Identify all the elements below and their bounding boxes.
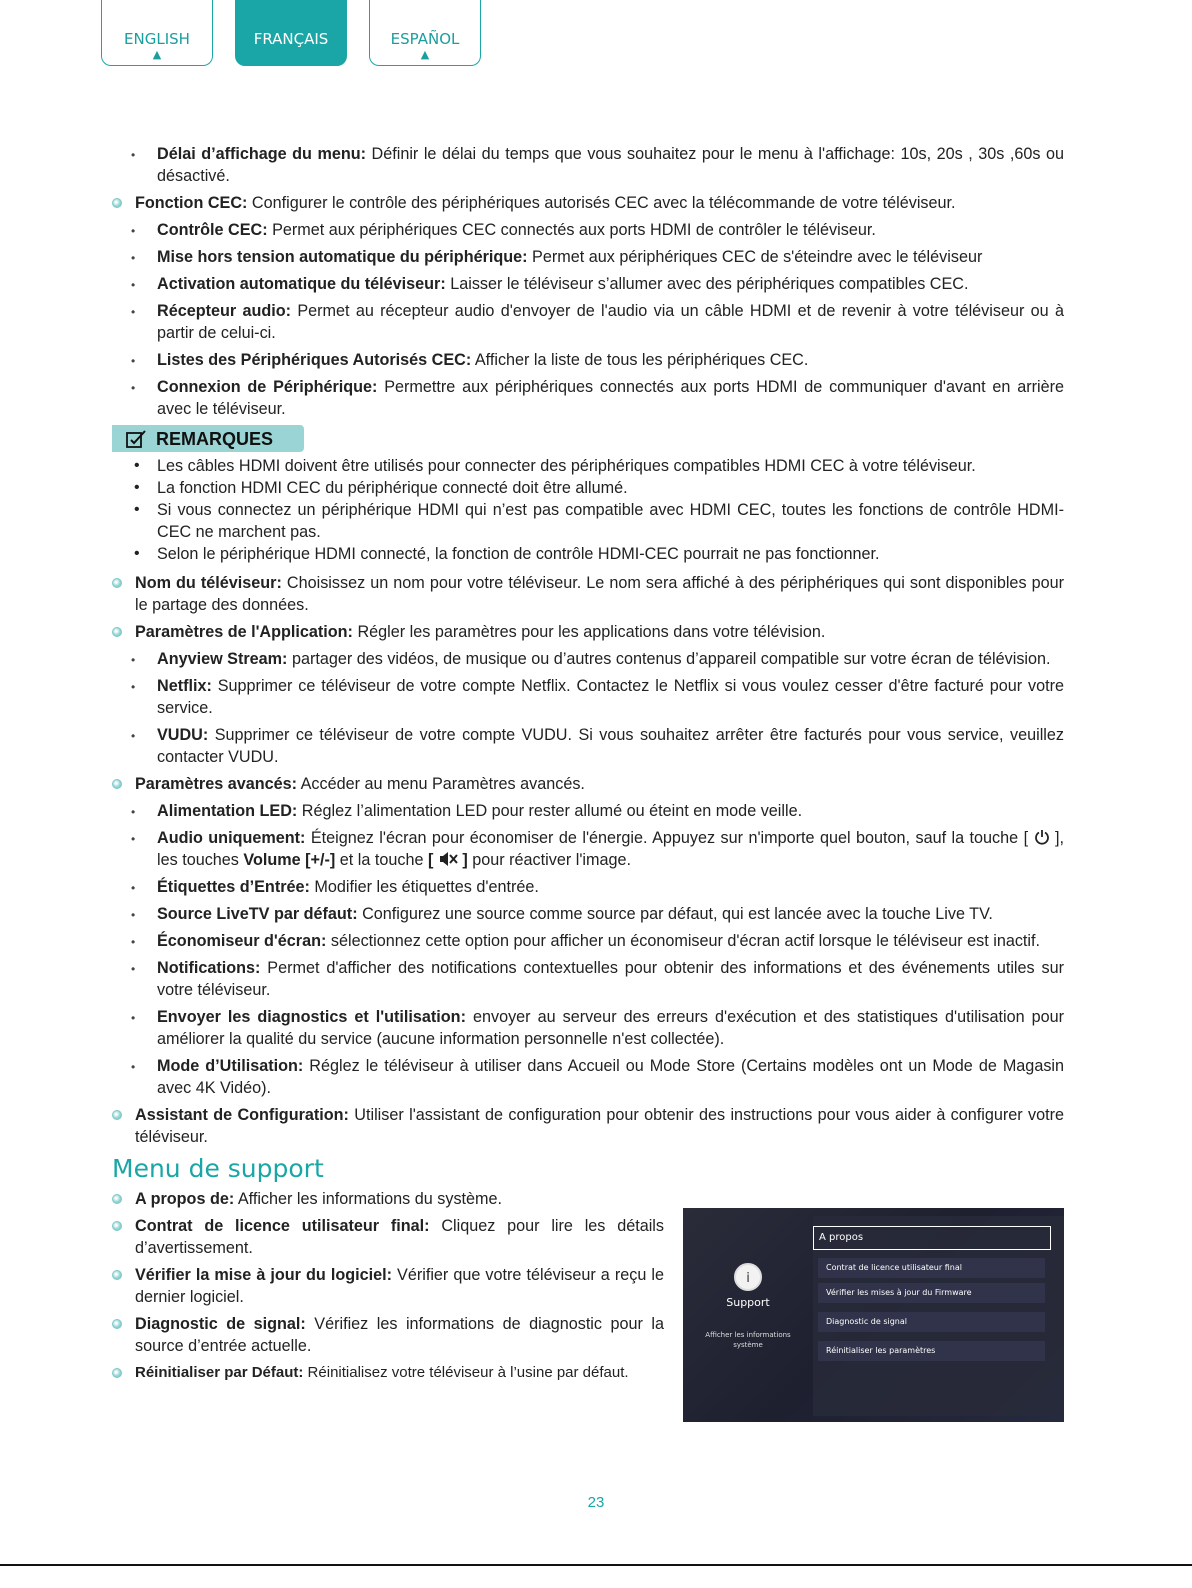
list-item: • Étiquettes d’Entrée: Modifier les étiquettes d'entrée. bbox=[112, 876, 1064, 898]
screenshot-support-label: Support bbox=[726, 1296, 770, 1309]
list-item: • Envoyer les diagnostics et l'utilisation: envoyer au serveur des erreurs d'exécution et des statistiques d'utilisation pour améliorer la qualité du service (aucune information personnelle n'est collectée). bbox=[112, 1006, 1064, 1050]
list-item: • Netflix: Supprimer ce téléviseur de votre compte Netflix. Contactez le Netflix si vous voulez cesser d'être facturé pour votre service. bbox=[112, 675, 1064, 719]
note-item: • Si vous connectez un périphérique HDMI qui n’est pas compatible avec HDMI CEC, toutes les fonctions de contrôle HDMI-CEC ne marchent pas. bbox=[112, 499, 1064, 543]
screenshot-menu-item: Réinitialiser les paramètres bbox=[818, 1341, 1045, 1361]
note-check-icon bbox=[126, 429, 148, 449]
list-item: A propos de: Afficher les informations du système. bbox=[112, 1188, 664, 1210]
list-item: Paramètres avancés: Accéder au menu Paramètres avancés. bbox=[112, 773, 1064, 795]
list-item: • Alimentation LED: Réglez l’alimentation LED pour rester allumé ou éteint en mode veille. bbox=[112, 800, 1064, 822]
list-item: • VUDU: Supprimer ce téléviseur de votre compte VUDU. Si vous souhaitez arrêter être facturés pour vous service, veuillez contacter VUDU. bbox=[112, 724, 1064, 768]
list-item: • Récepteur audio: Permet au récepteur audio d'envoyer de l'audio via un câble HDMI et de revenir à votre téléviseur ou à partir de celui-ci. bbox=[112, 300, 1064, 344]
page-content bbox=[112, 143, 1064, 1389]
list-item: • Source LiveTV par défaut: Configurez une source comme source par défaut, qui est lancée avec la touche Live TV. bbox=[112, 903, 1064, 925]
tab-english-label: ENGLISH bbox=[124, 30, 190, 48]
screenshot-menu bbox=[813, 1216, 1064, 1416]
screenshot-menu-item: Diagnostic de signal bbox=[818, 1312, 1045, 1332]
list-item: • Délai d’affichage du menu: Définir le délai du temps que vous souhaitez pour le menu à l'affichage: 10s, 20s , 30s ,60s ou désactivé. bbox=[112, 143, 1064, 187]
screenshot-info-text: Afficher les informations système bbox=[705, 1331, 791, 1349]
list-item: Nom du téléviseur: Choisissez un nom pour votre téléviseur. Le nom sera affiché à des périphériques qui sont disponibles pour le partage des données. bbox=[112, 572, 1064, 616]
list-item: • Notifications: Permet d'afficher des notifications contextuelles pour obtenir des informations et des événements utiles sur votre téléviseur. bbox=[112, 957, 1064, 1001]
tab-espanol[interactable] bbox=[369, 0, 481, 66]
note-item: • Les câbles HDMI doivent être utilisés pour connecter des périphériques compatibles HDMI CEC à votre téléviseur. bbox=[112, 455, 1064, 477]
note-item: • Selon le périphérique HDMI connecté, la fonction de contrôle HDMI-CEC pourrait ne pas fonctionner. bbox=[112, 543, 1064, 565]
list-item: • Anyview Stream: partager des vidéos, de musique ou d’autres contenus d’appareil compatible sur votre écran de télévision. bbox=[112, 648, 1064, 670]
list-item: Paramètres de l'Application: Régler les paramètres pour les applications dans votre télévision. bbox=[112, 621, 1064, 643]
list-item: Diagnostic de signal: Vérifiez les informations de diagnostic pour la source d’entrée actuelle. bbox=[112, 1313, 664, 1357]
list-item: • Mise hors tension automatique du périphérique: Permet aux périphériques CEC de s'éteindre avec le téléviseur bbox=[112, 246, 1064, 268]
list-item: Vérifier la mise à jour du logiciel: Vérifier que votre téléviseur a reçu le dernier logiciel. bbox=[112, 1264, 664, 1308]
list-item: Contrat de licence utilisateur final: Cliquez pour lire les détails d’avertissement. bbox=[112, 1215, 664, 1259]
power-icon bbox=[1034, 829, 1050, 845]
screenshot-menu-item: Vérifier les mises à jour du Firmware bbox=[818, 1283, 1045, 1303]
note-item: • La fonction HDMI CEC du périphérique connecté doit être allumé. bbox=[112, 477, 1064, 499]
section-title: Menu de support bbox=[112, 1154, 324, 1183]
page-number: 23 bbox=[587, 1494, 605, 1511]
mute-icon bbox=[438, 851, 458, 867]
tab-francais-label: FRANÇAIS bbox=[253, 30, 329, 48]
screenshot-left-panel bbox=[683, 1208, 813, 1422]
list-item: Assistant de Configuration: Utiliser l'assistant de configuration pour obtenir des instructions pour vous aider à configurer votre téléviseur. bbox=[112, 1104, 1064, 1148]
screenshot-menu-selected: A propos bbox=[813, 1226, 1051, 1250]
list-item: • Économiseur d'écran: sélectionnez cette option pour afficher un économiseur d'écran actif lorsque le téléviseur est inactif. bbox=[112, 930, 1064, 952]
screenshot-menu-item: Contrat de licence utilisateur final bbox=[818, 1258, 1045, 1278]
list-item: • Mode d’Utilisation: Réglez le téléviseur à utiliser dans Accueil ou Mode Store (Certains modèles ont un Mode de Magasin avec 4K Vidéo). bbox=[112, 1055, 1064, 1099]
triangle-up-icon: ▲ bbox=[420, 48, 430, 61]
list-item: • Audio uniquement: Éteignez l'écran pour économiser de l'énergie. Appuyez sur n'importe quel bouton, sauf la touche [ ], les touches Volume [+/-] et la touche [ ] pour réactiver l'image. bbox=[112, 827, 1064, 871]
info-icon: i bbox=[734, 1263, 762, 1291]
footer-divider bbox=[0, 1564, 1192, 1566]
notes-header bbox=[112, 425, 304, 452]
tab-espanol-label: ESPAÑOL bbox=[390, 30, 460, 48]
triangle-up-icon: ▲ bbox=[152, 48, 162, 61]
tab-english[interactable] bbox=[101, 0, 213, 66]
support-menu-screenshot bbox=[683, 1208, 1064, 1422]
list-item: • Listes des Périphériques Autorisés CEC: Afficher la liste de tous les périphériques CEC. bbox=[112, 349, 1064, 371]
list-item: Réinitialiser par Défaut: Réinitialisez votre téléviseur à l’usine par défaut. bbox=[112, 1362, 664, 1384]
list-item: • Connexion de Périphérique: Permettre aux périphériques connectés aux ports HDMI de communiquer d'avant en arrière avec le téléviseur. bbox=[112, 376, 1064, 420]
notes-title: REMARQUES bbox=[156, 428, 274, 449]
list-item: Fonction CEC: Configurer le contrôle des périphériques autorisés CEC avec la télécommande de votre téléviseur. bbox=[112, 192, 1064, 214]
list-item: • Activation automatique du téléviseur: Laisser le téléviseur s’allumer avec des périphériques compatibles CEC. bbox=[112, 273, 1064, 295]
list-item: • Contrôle CEC: Permet aux périphériques CEC connectés aux ports HDMI de contrôler le téléviseur. bbox=[112, 219, 1064, 241]
tab-francais[interactable] bbox=[235, 0, 347, 66]
